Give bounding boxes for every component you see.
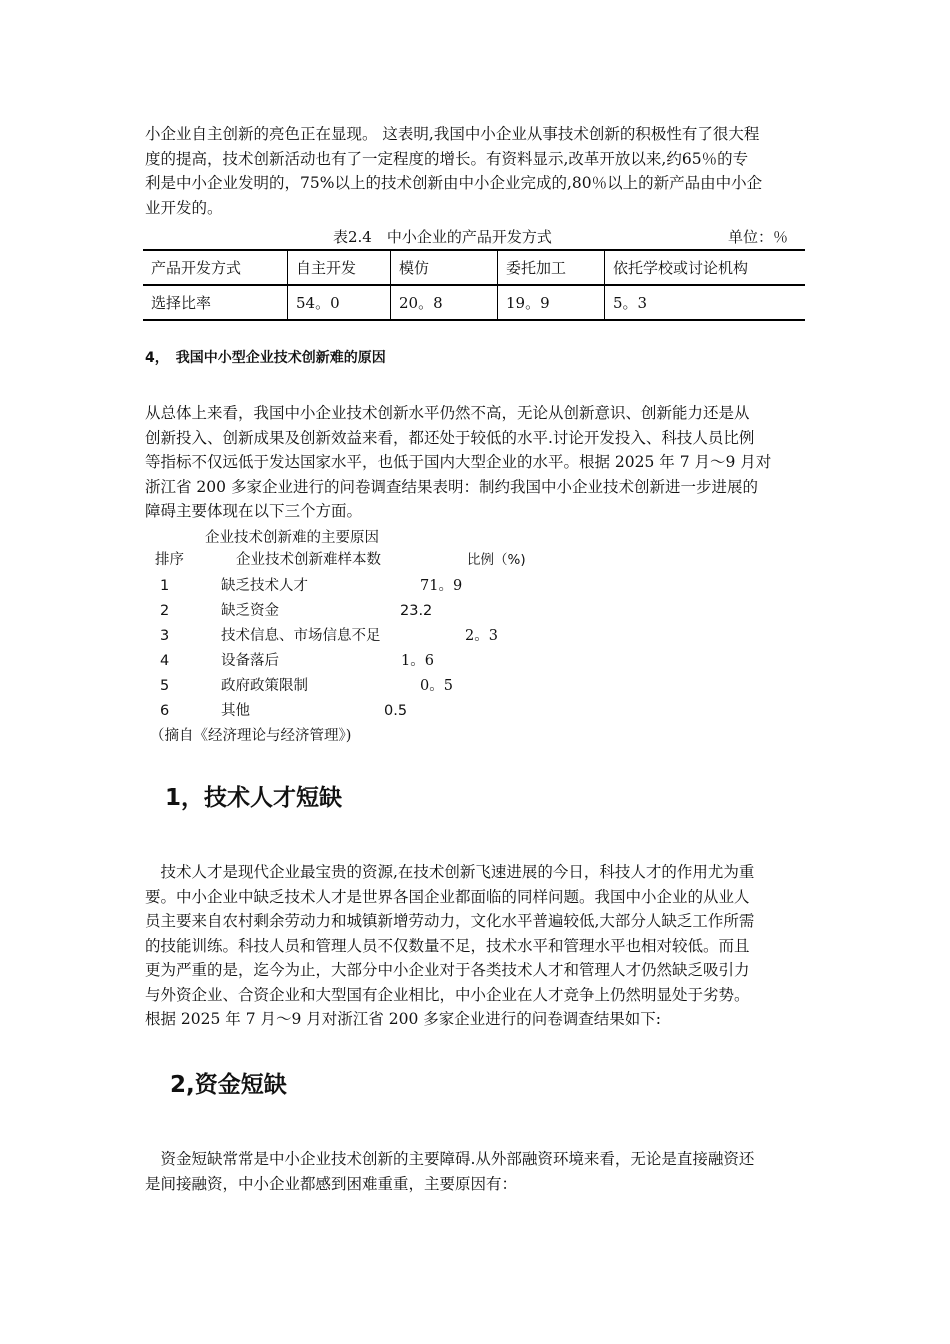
paragraph-line: 与外资企业、合资企业和大型国有企业相比，中小企业在人才竞争上仍然明显处于劣势。 (145, 985, 750, 1004)
reason-ratio: 2。3 (465, 628, 498, 644)
reason-name: 技术信息、市场信息不足 (221, 628, 381, 644)
table-cell: 54。0 (288, 285, 391, 320)
table-header-cell: 模仿 (391, 250, 498, 285)
table-header-cell: 自主开发 (288, 250, 391, 285)
paragraph-line: 技术人才是现代企业最宝贵的资源,在技术创新飞速进展的今日，科技人才的作用尤为重 (145, 863, 755, 881)
intro-line: 业开发的。 (145, 198, 223, 217)
paragraph-line: 障碍主要体现在以下三个方面。 (145, 502, 363, 520)
reason-ratio: 0。5 (420, 678, 453, 694)
paragraph-line: 根据 2025 年 7 月～9 月对浙江省 200 多家企业进行的问卷调查结果如下: (145, 1010, 661, 1028)
reasons-title: 企业技术创新难的主要原因 (205, 530, 379, 546)
table-caption: 表2.4 中小企业的产品开发方式 (333, 228, 552, 246)
reason-ratio: 71。9 (420, 578, 463, 594)
sub2-paragraph (145, 1147, 807, 1196)
intro-line: 利是中小企业发明的，75%以上的技术创新由中小企业完成的,80％以上的新产品由中小企 (145, 174, 763, 192)
reason-name: 缺乏技术人才 (221, 578, 308, 594)
reason-name: 设备落后 (221, 653, 279, 669)
paragraph-line: 等指标不仅远低于发达国家水平，也低于国内大型企业的水平。根据 2025 年 7 月～9 月对 (145, 453, 772, 471)
intro-paragraph (145, 122, 807, 220)
reasons-header-name: 企业技术创新难样本数 (236, 552, 381, 568)
reason-rank: 3 (160, 628, 170, 644)
table-unit: 单位：％ (728, 228, 789, 246)
sub1-paragraph (145, 860, 807, 1032)
table-header-cell: 委托加工 (498, 250, 605, 285)
reason-ratio: 1。6 (401, 653, 434, 669)
reason-rank: 1 (160, 578, 170, 594)
reason-rank: 4 (160, 653, 170, 669)
reason-name: 缺乏资金 (221, 603, 279, 619)
paragraph-line: 创新投入、创新成果及创新效益来看，都还处于较低的水平.讨论开发投入、科技人员比例 (145, 428, 755, 447)
intro-line: 小企业自主创新的亮色正在显现。 这表明,我国中小企业从事技术创新的积极性有了很大程 (145, 125, 760, 143)
paragraph-line: 的技能训练。科技人员和管理人员不仅数量不足，技术水平和管理水平也相对较低。而且 (145, 936, 750, 955)
intro-line: 度的提高，技术创新活动也有了一定程度的增长。有资料显示,改革开放以来,约65％的专 (145, 149, 749, 168)
table-row (143, 285, 805, 320)
reasons-header-ratio: 比例（%) (467, 552, 526, 568)
table-header-cell: 依托学校或讨论机构 (605, 250, 806, 285)
reason-rank: 5 (160, 678, 170, 694)
paragraph-line: 浙江省 200 多家企业进行的问卷调查结果表明：制约我国中小企业技术创新进一步进展的 (145, 477, 758, 496)
table-header-cell: 产品开发方式 (143, 250, 288, 285)
paragraph-line: 员主要来自农村剩余劳动力和城镇新增劳动力，文化水平普遍较低,大部分人缺乏工作所需 (145, 912, 755, 930)
paragraph-line: 资金短缺常常是中小企业技术创新的主要障碍.从外部融资环境来看，无论是直接融资还 (145, 1150, 755, 1168)
subsection-heading: 1，技术人才短缺 (165, 785, 343, 811)
subsection-heading: 2,资金短缺 (170, 1072, 287, 1098)
paragraph-line: 更为严重的是，迄今为止，大部分中小企业对于各类技术人才和管理人才仍然缺乏吸引力 (145, 961, 750, 979)
table-cell: 选择比率 (143, 285, 288, 320)
section-heading: 4， 我国中小型企业技术创新难的原因 (145, 350, 386, 366)
table-cell: 19。9 (498, 285, 605, 320)
table-cell: 20。8 (391, 285, 498, 320)
paragraph-line: 要。中小企业中缺乏技术人才是世界各国企业都面临的同样问题。我国中小企业的从业人 (145, 887, 750, 906)
table-header-row (143, 250, 805, 285)
reasons-header-rank: 排序 (155, 552, 184, 568)
product-development-table (143, 249, 805, 321)
reason-rank: 2 (160, 603, 170, 619)
reason-ratio: 0.5 (384, 703, 408, 719)
section4-paragraph (145, 401, 807, 524)
reason-name: 政府政策限制 (221, 678, 308, 694)
reason-rank: 6 (160, 703, 170, 719)
reason-ratio: 23.2 (400, 603, 433, 619)
table-cell: 5。3 (605, 285, 806, 320)
reason-name: 其他 (221, 703, 250, 719)
paragraph-line: 从总体上来看，我国中小企业技术创新水平仍然不高，无论从创新意识、创新能力还是从 (145, 404, 750, 422)
reasons-source: （摘自《经济理论与经济管理》) (150, 728, 352, 744)
paragraph-line: 是间接融资，中小企业都感到困难重重，主要原因有： (145, 1174, 518, 1193)
